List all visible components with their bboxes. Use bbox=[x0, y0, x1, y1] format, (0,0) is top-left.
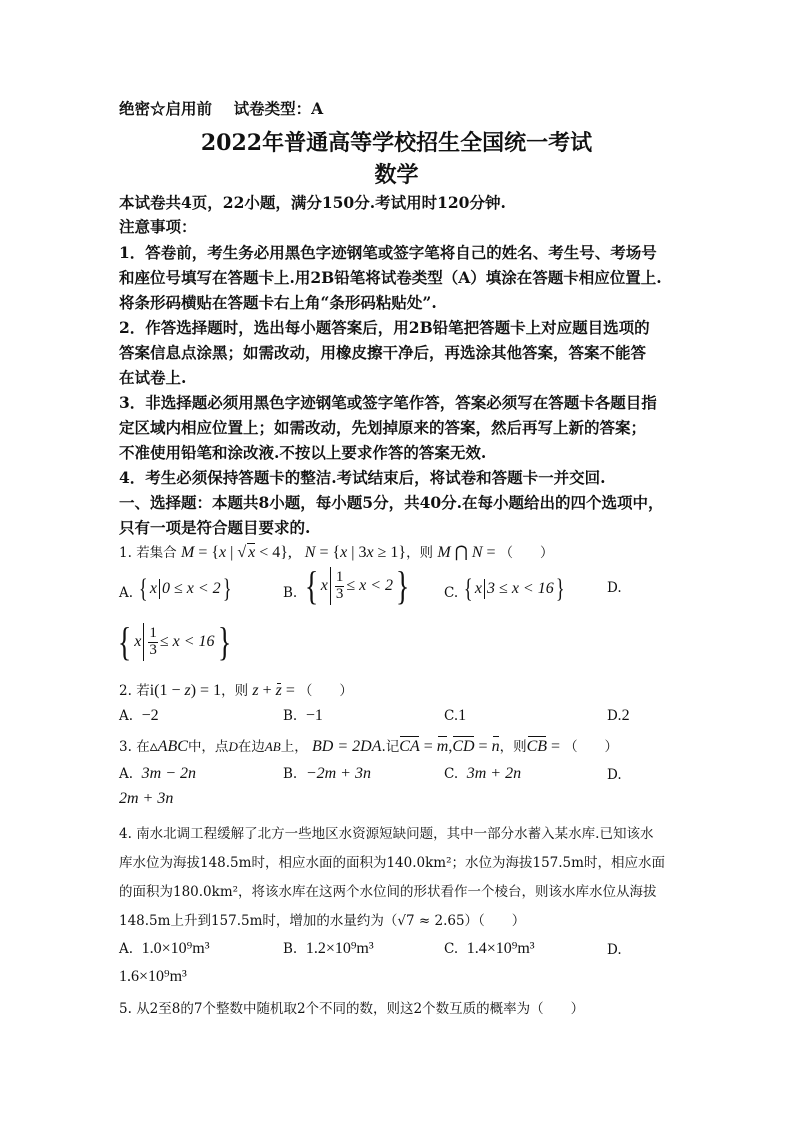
set-n-definition: N bbox=[304, 544, 316, 561]
secret-label: 绝密☆启用前 bbox=[119, 99, 213, 118]
note-2-line-1: 2．作答选择题时，选出每小题答案后，用2B铅笔把答题卡上对应题目选项的 bbox=[119, 318, 650, 337]
notes-heading: 注意事项： bbox=[119, 217, 197, 236]
set-m-definition: M bbox=[180, 544, 195, 561]
exam-intro: 本试卷共4页，22小题，满分150分.考试用时120分钟. bbox=[119, 193, 506, 212]
note-1-line-3: 将条形码横贴在答题卡右上角“条形码粘贴处”. bbox=[119, 293, 437, 312]
note-2-line-3: 在试卷上. bbox=[119, 368, 187, 387]
subject-title: 数学 bbox=[374, 162, 419, 188]
exam-title: 2022年普通高等学校招生全国统一考试 bbox=[200, 130, 593, 156]
note-3-line-3: 不准使用铅笔和涂改液.不按以上要求作答的答案无效. bbox=[119, 443, 487, 462]
q1-option-c[interactable]: C. { x 3 ≤ x < 16 } bbox=[444, 574, 565, 603]
q2-option-b[interactable]: B. −1 bbox=[283, 707, 323, 724]
q2-option-c[interactable]: C.1 bbox=[444, 707, 467, 724]
q4-option-a[interactable]: A. 1.0×10⁹m³ bbox=[119, 940, 210, 957]
q1-option-d-label[interactable]: D. bbox=[607, 580, 622, 596]
q1-option-d[interactable]: { x $\frac{1}{3}$ ≤ x < 16 } bbox=[117, 619, 231, 664]
question-1-stem: 1. 若集合 M = {x | √ x < 4}, N = {x | 3x ≥ 1}，则 M ⋂ N = （ ） bbox=[119, 544, 554, 561]
note-1-line-1: 1．答卷前，考生务必用黑色字迹钢笔或签字笔将自己的姓名、考生号、考场号 bbox=[119, 243, 657, 262]
q4-option-b[interactable]: B. 1.2×10⁹m³ bbox=[283, 940, 374, 957]
question-2-stem: 2. 若i(1 − z) = 1，则 z + z = （ ） bbox=[119, 682, 353, 699]
q1-option-b[interactable]: B. { x $\frac{1}{3}$ ≤ x < 2 } bbox=[283, 563, 410, 608]
q3-option-b[interactable]: B. −2m + 3n bbox=[283, 765, 371, 782]
q2-option-d[interactable]: D.2 bbox=[607, 707, 630, 724]
q3-option-d-label[interactable]: D. bbox=[607, 767, 622, 783]
q3-option-c[interactable]: C. 3m + 2n bbox=[444, 765, 522, 782]
question-4-line-3: 的面积为180.0km²，将该水库在这两个水位间的形状看作一个棱台，则该水库水位从海拔 bbox=[119, 884, 657, 900]
question-4-line-1: 4. 南水北调工程缓解了北方一些地区水资源短缺问题，其中一部分水蓄入某水库.已知该水 bbox=[119, 826, 654, 842]
q2-option-a[interactable]: A. −2 bbox=[119, 707, 159, 724]
paper-type: 试卷类型：A bbox=[233, 99, 324, 118]
question-5-stem: 5. 从2至8的7个整数中随机取2个不同的数，则这2个数互质的概率为（ ） bbox=[119, 1001, 585, 1017]
question-4-line-4: 148.5m上升到157.5m时，增加的水量约为（√7 ≈ 2.65）（ ） bbox=[119, 913, 526, 929]
note-3-line-1: 3．非选择题必须用黑色字迹钢笔或签字笔作答，答案必须写在答题卡各题目指 bbox=[119, 393, 657, 412]
question-3-stem: 3. 在▵ABC中，点D在边AB上， BD = 2DA.记CA = m,CD = n，则CB = （ ） bbox=[119, 738, 619, 755]
q3-option-a[interactable]: A. 3m − 2n bbox=[119, 765, 196, 782]
note-3-line-2: 定区域内相应位置上；如需改动，先划掉原来的答案，然后再写上新的答案； bbox=[119, 418, 647, 437]
section-heading-line-1: 一、选择题：本题共8小题，每小题5分，共40分.在每小题给出的四个选项中， bbox=[119, 493, 664, 512]
confidential-label bbox=[119, 97, 323, 119]
section-heading-line-2: 只有一项是符合题目要求的. bbox=[119, 518, 311, 537]
note-2-line-2: 答案信息点涂黑；如需改动，用橡皮擦干净后，再选涂其他答案，答案不能答 bbox=[119, 343, 647, 362]
question-4-line-2: 库水位为海拔148.5m时，相应水面的面积为140.0km²；水位为海拔157.5m时，相应水面 bbox=[119, 855, 665, 871]
q4-option-d-label[interactable]: D. bbox=[607, 942, 622, 958]
q4-option-c[interactable]: C. 1.4×10⁹m³ bbox=[444, 940, 535, 957]
note-4-line-1: 4．考生必须保持答题卡的整洁.考试结束后，将试卷和答题卡一并交回. bbox=[119, 468, 606, 487]
q3-option-d[interactable]: 2m + 3n bbox=[119, 790, 174, 807]
q1-option-a[interactable]: A. { x 0 ≤ x < 2 } bbox=[119, 574, 232, 603]
note-1-line-2: 和座位号填写在答题卡上.用2B铅笔将试卷类型（A）填涂在答题卡相应位置上. bbox=[119, 268, 662, 287]
q4-option-d[interactable]: 1.6×10⁹m³ bbox=[119, 968, 187, 985]
